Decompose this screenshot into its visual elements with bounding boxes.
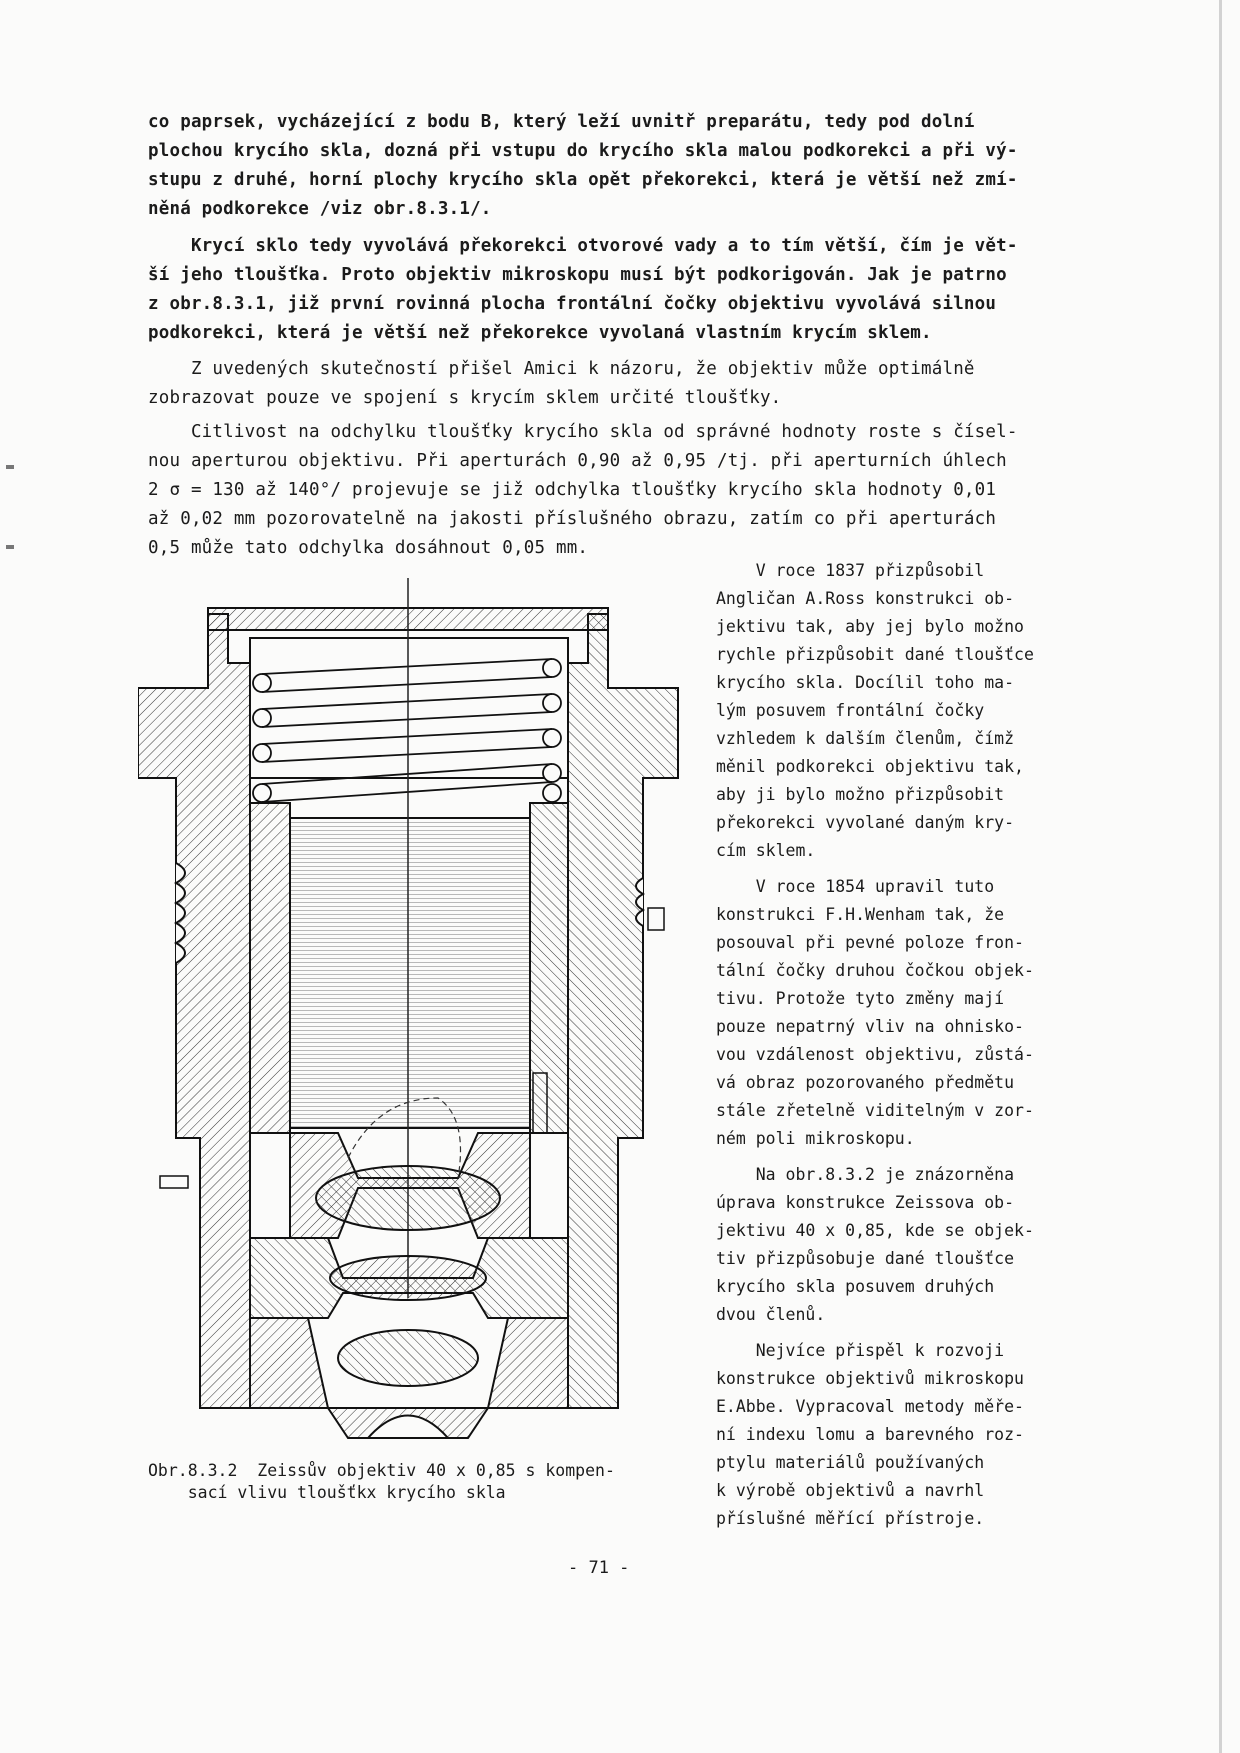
punch-mark [6,545,14,549]
text-line: podkorekci, která je větší než překorekce vyvolaná vlastním krycím sklem. [148,323,932,343]
text-line: až 0,02 mm pozorovatelně na jakosti příslušného obrazu, zatím co při aperturách [148,509,997,529]
text-line: tivu. Protože tyto změny mají [716,989,1005,1008]
side-screw [160,1176,188,1188]
text-line: konstrukci F.H.Wenham tak, že [716,905,1005,924]
text-line: jektivu tak, aby jej bylo možno [716,617,1024,636]
paragraph-3 [148,355,1098,413]
paragraph-1 [148,108,1098,224]
paragraph-2 [148,232,1098,348]
text-line: z obr.8.3.1, již první rovinná plocha frontální čočky objektivu vyvolává silnou [148,294,997,314]
text-line: něná podkorekce /viz obr.8.3.1/. [148,199,492,219]
figure-caption [148,1460,615,1504]
text-line: měnil podkorekci objektivu tak, [716,757,1024,776]
text-line: Nejvíce přispěl k rozvoji [716,1341,1005,1360]
caption-line: Obr.8.3.2 Zeissův objektiv 40 x 0,85 s kompen- [148,1461,615,1480]
text-line: úprava konstrukce Zeissova ob- [716,1193,1015,1212]
text-line: 2 σ = 130 až 140°/ projevuje se již odchylka tloušťky krycího skla hodnoty 0,01 [148,480,997,500]
text-line: tální čočky druhou čočkou objek- [716,961,1034,980]
text-line: Z uvedených skutečností přišel Amici k názoru, že objektiv může optimálně [148,359,975,379]
text-line: Na obr.8.3.2 je znázorněna [716,1165,1015,1184]
text-line: krycího skla posuvem druhých [716,1277,995,1296]
lens-element-2 [330,1256,486,1300]
text-line: vzhledem k dalším členům, čímž [716,729,1015,748]
text-line: vá obraz pozorovaného předmětu [716,1073,1015,1092]
housing-left [138,614,250,1408]
barrel-wall-right [530,803,568,1133]
housing-right [568,614,678,1408]
barrel-wall-left [250,803,290,1133]
text-line: krycího skla. Docílil toho ma- [716,673,1015,692]
text-line: V roce 1837 přizpůsobil [716,561,985,580]
text-line: co paprsek, vycházející z bodu B, který leží uvnitř preparátu, tedy pod dolní [148,112,975,132]
text-line: plochou krycího skla, dozná při vstupu do krycího skla malou podkorekci a při vý- [148,141,1018,161]
text-line: nou aperturou objektivu. Při aperturách 0,90 až 0,95 /tj. při aperturních úhlech [148,451,1007,471]
text-line: stále zřetelně viditelným v zor- [716,1101,1034,1120]
text-line: ném poli mikroskopu. [716,1129,915,1148]
text-line: jektivu 40 x 0,85, kde se objek- [716,1221,1034,1240]
objective-cross-section-drawing [138,578,698,1453]
thread-left [176,863,185,963]
text-line: tiv přizpůsobuje dané tloušťce [716,1249,1015,1268]
text-line: zobrazovat pouze ve spojení s krycím sklem určité tloušťky. [148,388,782,408]
text-line: překorekci vyvolané daným kry- [716,813,1015,832]
punch-mark [6,465,14,469]
text-line: ptylu materiálů používaných [716,1453,985,1472]
text-line: Citlivost na odchylku tloušťky krycího skla od správné hodnoty roste s čísel- [148,422,1018,442]
caption-line: sací vlivu tloušťkx krycího skla [148,1483,506,1502]
text-line: Krycí sklo tedy vyvolává překorekci otvorové vady a to tím větší, čím je vět- [148,236,1018,256]
front-lens-element [338,1330,478,1386]
text-line: ší jeho tloušťka. Proto objektiv mikroskopu musí být podkorigován. Jak je patrno [148,265,1007,285]
text-line: 0,5 může tato odchylka dosáhnout 0,05 mm. [148,538,589,558]
text-line: E.Abbe. Vypracoval metody měře- [716,1397,1024,1416]
text-line: Angličan A.Ross konstrukci ob- [716,589,1015,608]
lens-element-1 [316,1166,500,1230]
lens-barrel-cylinder [290,818,530,1128]
text-line: příslušné měřící přístroje. [716,1509,985,1528]
text-line: dvou členů. [716,1305,826,1324]
text-line: k výrobě objektivů a navrhl [716,1481,985,1500]
page-edge-shadow [1219,0,1222,1753]
text-line: posouval při pevné poloze fron- [716,933,1024,952]
thread-right [636,878,643,926]
text-line: cím sklem. [716,841,816,860]
text-line: lým posuvem frontální čočky [716,701,985,720]
text-line: vou vzdálenost objektivu, zůstá- [716,1045,1034,1064]
paragraph-4 [148,418,1098,563]
text-line: aby ji bylo možno přizpůsobit [716,785,1005,804]
text-line: rychle přizpůsobit dané tloušťce [716,645,1034,664]
text-line: konstrukce objektivů mikroskopu [716,1369,1024,1388]
text-line: V roce 1854 upravil tuto [716,877,995,896]
spring-coils [253,659,561,802]
right-slot [648,908,664,930]
text-line: ní indexu lomu a barevného roz- [716,1425,1024,1444]
page-number: - 71 - [568,1558,630,1578]
text-line: stupu z druhé, horní plochy krycího skla opět překorekci, která je větší než zmí- [148,170,1018,190]
right-column-text [716,557,1096,1533]
text-line: pouze nepatrný vliv na ohnisko- [716,1017,1024,1036]
